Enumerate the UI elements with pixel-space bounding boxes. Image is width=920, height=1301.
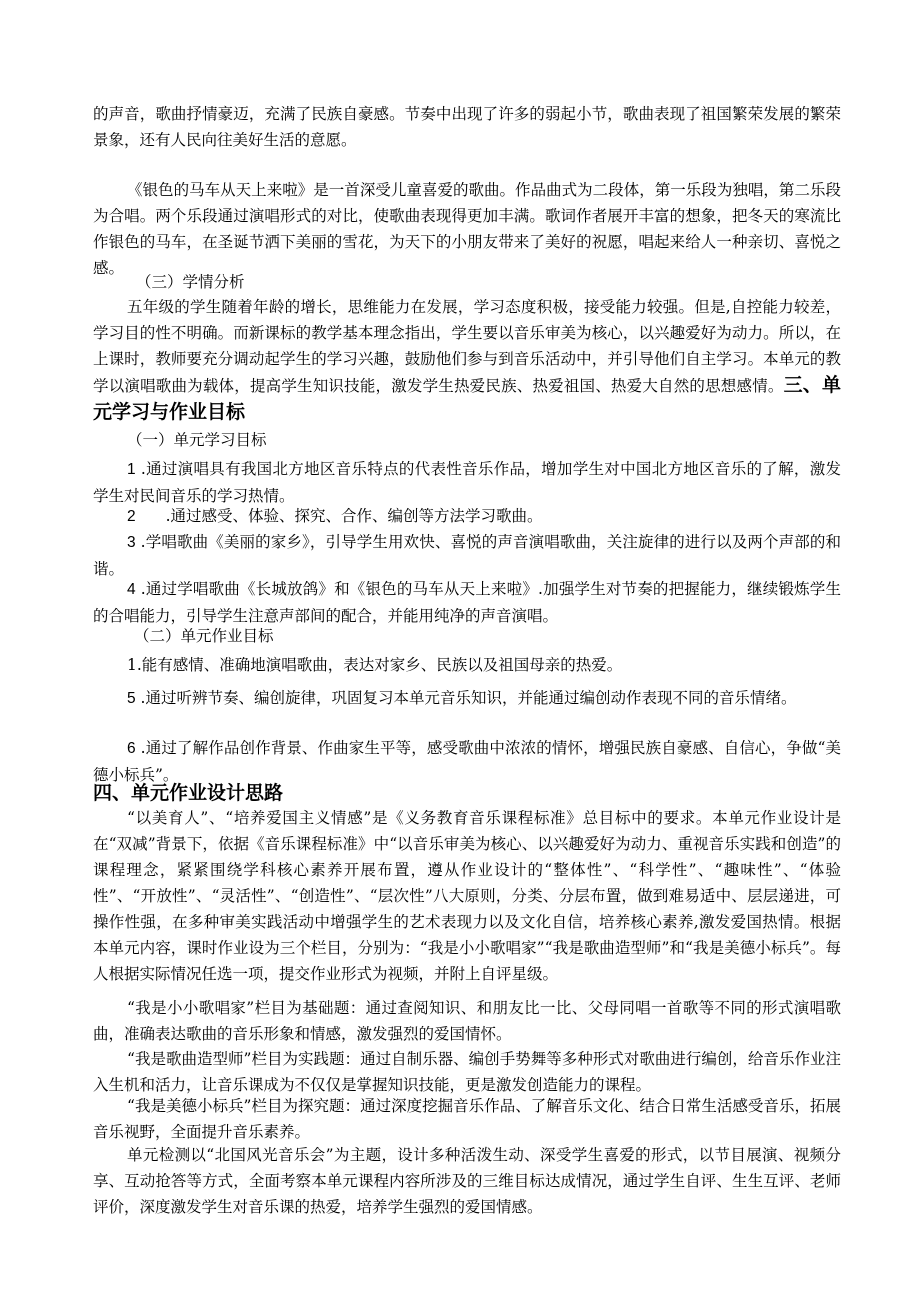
subheading-learner-analysis: （三）学情分析 — [136, 273, 245, 291]
paragraph-silver-carriage: 《银色的马车从天上来啦》是一首深受儿童喜爱的歌曲。作品曲式为二段体，第一乐段为独唱，第二乐段为合唱。两个乐段通过演唱形式的对比，使歌曲表现得更加丰满。歌词作者展开丰富的想象，把冬天的寒流比作银色的马车，在圣诞节洒下美丽的雪花，为天下的小朋友带来了美好的祝愿，唱起来给人一种亲切、喜悦之感。 — [93, 181, 841, 277]
goal-3-text: .学唱歌曲《美丽的家乡》，引导学生用欢快、喜悦的声音演唱歌曲，关注旋律的进行以及两个声部的和谐。 — [93, 533, 841, 578]
learning-goal-4 — [93, 576, 841, 629]
goal-4-number: 4 — [127, 581, 136, 598]
paragraph-concert-assessment: 单元检测以“北国风光音乐会”为主题，设计多种活泼生动、深受学生喜爱的形式，以节目展演、视频分享、互动抢答等方式，全面考察本单元课程内容所涉及的三维目标达成情况，通过学生自评、生生互评、老师评价，深度激发学生对音乐课的热爱，培养学生强烈的爱国情感。 — [93, 1146, 841, 1216]
learning-goal-2 — [93, 503, 841, 530]
section-heading-3: 三、单元学习与作业目标 — [93, 374, 841, 423]
goal-4-text: .通过学唱歌曲《长城放鸽》和《银色的马车从天上来啦》.加强学生对节奏的把握能力，继续锻炼学生的合唱能力，引导学生注意声部间的配合，并能用纯净的声音演唱。 — [93, 580, 841, 625]
goal-2-text: .通过感受、体验、探究、合作、编创等方法学习歌曲。 — [165, 507, 543, 525]
learner-analysis-text: 五年级的学生随着年龄的增长，思维能力在发展，学习态度积极，接受能力较强。但是,自控能力较差，学习目的性不明确。而新课标的教学基本理念指出，学生要以音乐审美为核心，以兴趣爱好为动力。所以，在上课时，教师要充分调动起学生的学习兴趣，鼓励他们参与到音乐活动中，并引导他们自主学习。本单元的教学以演唱歌曲为载体，提高学生知识技能，激发学生热爱民族、热爱祖国、热爱大自然的思想感情。 — [93, 298, 841, 395]
paragraph-song-stylist: “我是歌曲造型师”栏目为实践题：通过自制乐器、编创手势舞等多种形式对歌曲进行编创，给音乐作业注入生机和活力，让音乐课成为不仅仅是掌握知识技能，更是激发创造能力的课程。 — [93, 1050, 841, 1094]
subheading-learning-goals: （一）单元学习目标 — [127, 431, 267, 449]
goal-2-number: 2 — [127, 508, 136, 525]
paragraph-learner-analysis — [93, 294, 841, 426]
hw-5-text: .通过听辨节奏、编创旋律，巩固复习本单元音乐知识，并能通过编创动作表现不同的音乐情绪。 — [135, 689, 797, 707]
hw-6-text: .通过了解作品创作背景、作曲家生平等，感受歌曲中浓浓的情怀，增强民族自豪感、自信心，争做“美德小标兵”。 — [93, 739, 841, 784]
hw-5-number: 5 — [127, 690, 136, 707]
homework-goal-5 — [93, 685, 841, 712]
hw-6-number: 6 — [127, 740, 136, 757]
goal-1-number: 1 — [127, 461, 136, 478]
learning-goal-3 — [93, 529, 841, 582]
paragraph-song-description: 的声音，歌曲抒情豪迈，充满了民族自豪感。节奏中出现了许多的弱起小节，歌曲表现了祖国繁荣发展的繁荣景象，还有人民向往美好生活的意愿。 — [93, 105, 841, 149]
paragraph-little-singer: “我是小小歌唱家”栏目为基础题：通过查阅知识、和朋友比一比、父母同唱一首歌等不同的形式演唱歌曲，准确表达歌曲的音乐形象和情感，激发强烈的爱国情怀。 — [93, 999, 841, 1043]
goal-3-number: 3 — [127, 534, 136, 551]
homework-goal-1: 1.能有感情、准确地演唱歌曲，表达对家乡、民族以及祖国母亲的热爱。 — [127, 656, 623, 674]
subheading-homework-goals: （二）单元作业目标 — [134, 627, 274, 645]
goal-1-text: .通过演唱具有我国北方地区音乐特点的代表性音乐作品，增加学生对中国北方地区音乐的了解，激发学生对民间音乐的学习热情。 — [93, 460, 841, 505]
learning-goal-1 — [93, 456, 841, 509]
paragraph-design-approach: “以美育人”、“培养爱国主义情感”是《义务教育音乐课程标准》总目标中的要求。本单元作业设计是在“双减”背景下，依据《音乐课程标准》中“以音乐审美为核心、以兴趣爱好为动力、重视音乐实践和创造”的课程理念，紧紧围绕学科核心素养开展布置，遵从作业设计的“整体性”、“科学性”、“趣味性”、“体验性”、“开放性”、“灵活性”、“创造性”、“层次性”八大原则，分类、分层布置，做到难易适中、层层递进，可操作性强，在多种审美实践活动中增强学生的艺术表现力以及文化自信，培养核心素养,激发爱国热情。根据本单元内容，课时作业设为三个栏目，分别为：“我是小小歌唱家”“我是歌曲造型师”和“我是美德小标兵”。每人根据实际情况任选一项，提交作业形式为视频，并附上自评星级。 — [93, 809, 841, 983]
section-heading-4: 四、单元作业设计思路 — [93, 782, 284, 804]
paragraph-virtue-model: “我是美德小标兵”栏目为探究题：通过深度挖掘音乐作品、了解音乐文化、结合日常生活感受音乐，拓展音乐视野，全面提升音乐素养。 — [93, 1097, 841, 1141]
